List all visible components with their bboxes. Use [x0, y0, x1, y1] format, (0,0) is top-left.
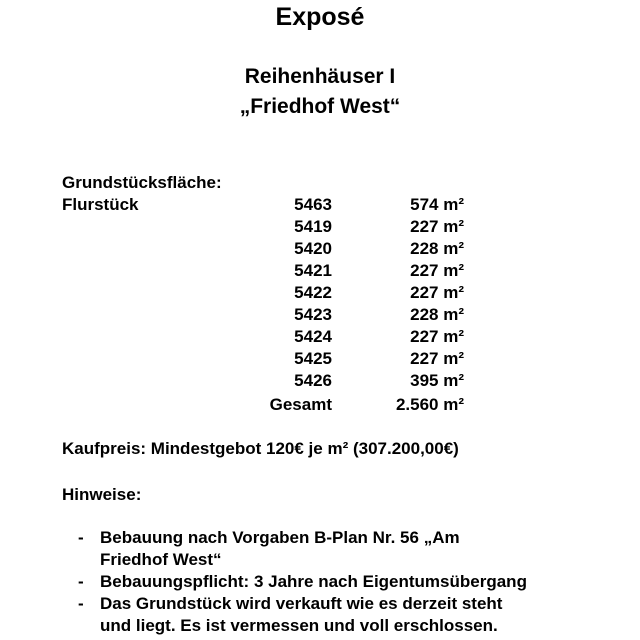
parcel-area: 228 m² — [410, 305, 464, 324]
parcel-number: 5422 — [294, 283, 332, 302]
document-title: Exposé — [275, 3, 365, 31]
parcel-row — [62, 304, 482, 326]
parcel-row — [62, 326, 482, 348]
parcel-number: 5463 — [294, 195, 332, 214]
note-line: Friedhof West“ — [100, 550, 222, 569]
parcel-row — [62, 216, 482, 238]
bullet-dash: - — [78, 594, 84, 613]
note-line: Das Grundstück wird verkauft wie es derzeit steht — [100, 594, 503, 613]
subtitle-line-2: „Friedhof West“ — [239, 95, 401, 118]
parcel-number: 5421 — [294, 261, 332, 280]
notes-list — [78, 527, 578, 637]
subtitle-line-1: Reihenhäuser I — [244, 65, 396, 88]
notes-heading: Hinweise: — [62, 485, 142, 504]
parcel-number: 5426 — [294, 371, 332, 390]
parcel-row — [62, 370, 482, 392]
parcel-row — [62, 194, 482, 216]
parcel-area: 227 m² — [410, 283, 464, 302]
note-line: und liegt. Es ist vermessen und voll erschlossen. — [100, 616, 498, 635]
parcel-area: 227 m² — [410, 217, 464, 236]
parcel-number: 5419 — [294, 217, 332, 236]
total-label: Gesamt — [269, 395, 332, 414]
parcel-number: 5423 — [294, 305, 332, 324]
list-item — [78, 571, 578, 593]
parcel-row — [62, 348, 482, 370]
note-line: Bebauung nach Vorgaben B-Plan Nr. 56 „Am — [100, 528, 460, 547]
parcel-row — [62, 238, 482, 260]
parcel-area: 227 m² — [410, 327, 464, 346]
bullet-dash: - — [78, 572, 84, 591]
parcel-total-row — [62, 394, 482, 416]
parcel-number: 5424 — [294, 327, 332, 346]
area-label: Grundstücksfläche: — [62, 173, 222, 192]
parcel-row — [62, 260, 482, 282]
parcel-area: 395 m² — [410, 371, 464, 390]
parcel-area: 227 m² — [410, 349, 464, 368]
parcel-area: 227 m² — [410, 261, 464, 280]
parcel-label: Flurstück — [62, 195, 139, 214]
bullet-dash: - — [78, 528, 84, 547]
purchase-price: Kaufpreis: Mindestgebot 120€ je m² (307.200,00€) — [62, 439, 459, 458]
parcel-area: 228 m² — [410, 239, 464, 258]
parcel-area: 574 m² — [410, 195, 464, 214]
note-line: Bebauungspflicht: 3 Jahre nach Eigentumsübergang — [100, 572, 527, 591]
parcel-number: 5425 — [294, 349, 332, 368]
parcel-row — [62, 282, 482, 304]
total-area: 2.560 m² — [395, 395, 464, 414]
list-item — [78, 593, 578, 637]
parcel-number: 5420 — [294, 239, 332, 258]
list-item — [78, 527, 578, 571]
